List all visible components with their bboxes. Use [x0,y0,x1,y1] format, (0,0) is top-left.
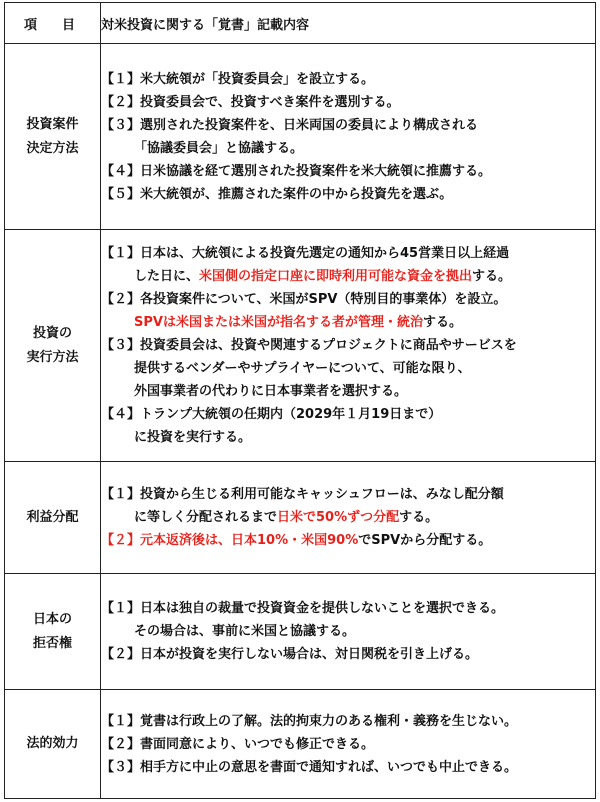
content-line: 【２】元本返済後は、日本10%・米国90%でSPVから分配する。 [101,533,492,548]
item-cell [5,574,101,690]
content-line: 【３】選別された投資案件を、日米両国の委員により構成される [101,117,479,133]
content-line: SPVは米国または米国が指名する者が管理・統治する。 [134,315,462,330]
highlight-text: SPVは米国または米国が指名する者が管理・統治 [134,315,423,330]
item-label: 日本の [32,611,72,627]
item-label: 決定方法 [26,140,79,156]
item-label: 投資の [32,325,72,341]
item-label: 利益分配 [26,509,79,525]
content-line: 【１】米大統領が「投資委員会」を設立する。 [101,71,375,87]
content-line: 【２】投資委員会で、投資すべき案件を選別する。 [101,94,400,110]
content-line: 【２】書面同意により、いつでも修正できる。 [101,736,375,752]
highlight-text: 日米で50%ずつ分配 [277,510,400,525]
content-line: 【３】投資委員会は、投資や関連するプロジェクトに商品やサービスを [101,338,517,353]
table-row-execution [5,230,596,462]
content-line: 【２】日本が投資を実行しない場合は、対日関税を引き上げる。 [101,647,479,662]
content-line: 「協議委員会」と協議する。 [134,140,304,156]
content-cell [101,690,596,799]
content-line: 【５】米大統領が、推薦された案件の中から投資先を選ぶ。 [101,186,453,202]
table-row-decision [5,44,596,230]
content-cell [101,230,596,462]
item-cell [5,462,101,574]
content-line: 【１】日本は独自の裁量で投資資金を提供しないことを選択できる。 [101,601,505,616]
item-label: 拒否権 [32,635,72,651]
item-label: 投資案件 [26,116,79,132]
content-line: 【１】日本は、大統領による投資先選定の通知から45営業日以上経過 [101,246,510,261]
content-line: した日に、米国側の指定口座に即時利用可能な資金を拠出する。 [134,269,512,284]
content-line: 【３】相手方に中止の意思を書面で通知すれば、いつでも中止できる。 [101,759,518,775]
highlight-text: 【２】 [101,533,141,548]
header-item: 項 目 [5,3,101,44]
content-cell [101,462,596,574]
content-line: その場合は、事前に米国と協議する。 [134,624,356,639]
item-cell [5,44,101,230]
content-line: 【４】日米協議を経て選別された投資案件を米大統領に推薦する。 [101,163,492,179]
content-line: 【１】覚書は行政上の了解。法的拘束力のある権利・義務を生じない。 [101,713,518,729]
item-cell [5,230,101,462]
header-content: 対米投資に関する「覚書」記載内容 [101,3,596,44]
content-line: 外国事業者の代わりに日本事業者を選択する。 [134,384,408,399]
content-line: 提供するベンダーやサプライヤーについて、可能な限り、 [134,361,471,376]
table-row-veto [5,574,596,690]
content-line: 【４】トランプ大統領の任期内（2029年１月19日まで） [101,407,442,422]
highlight-text: 米国側の指定口座に即時利用可能な資金を拠出 [199,269,473,284]
table-row-profit [5,462,596,574]
content-line: に等しく分配されるまで日米で50%ずつ分配する。 [134,510,439,525]
item-label: 法的効力 [26,736,79,751]
memo-table [4,2,596,799]
item-cell [5,690,101,799]
content-line: に投資を実行する。 [134,430,252,445]
table-row-legal [5,690,596,799]
item-label: 実行方法 [26,349,79,365]
header-row [5,3,596,44]
content-line: 【１】投資から生じる利用可能なキャッシュフローは、みなし配分額 [101,487,504,502]
content-line: 【２】各投資案件について、米国がSPV（特別目的事業体）を設立。 [101,292,507,307]
highlight-text: 元本返済後は、日本10%・米国90% [140,533,359,548]
content-cell [101,44,596,230]
content-cell [101,574,596,690]
